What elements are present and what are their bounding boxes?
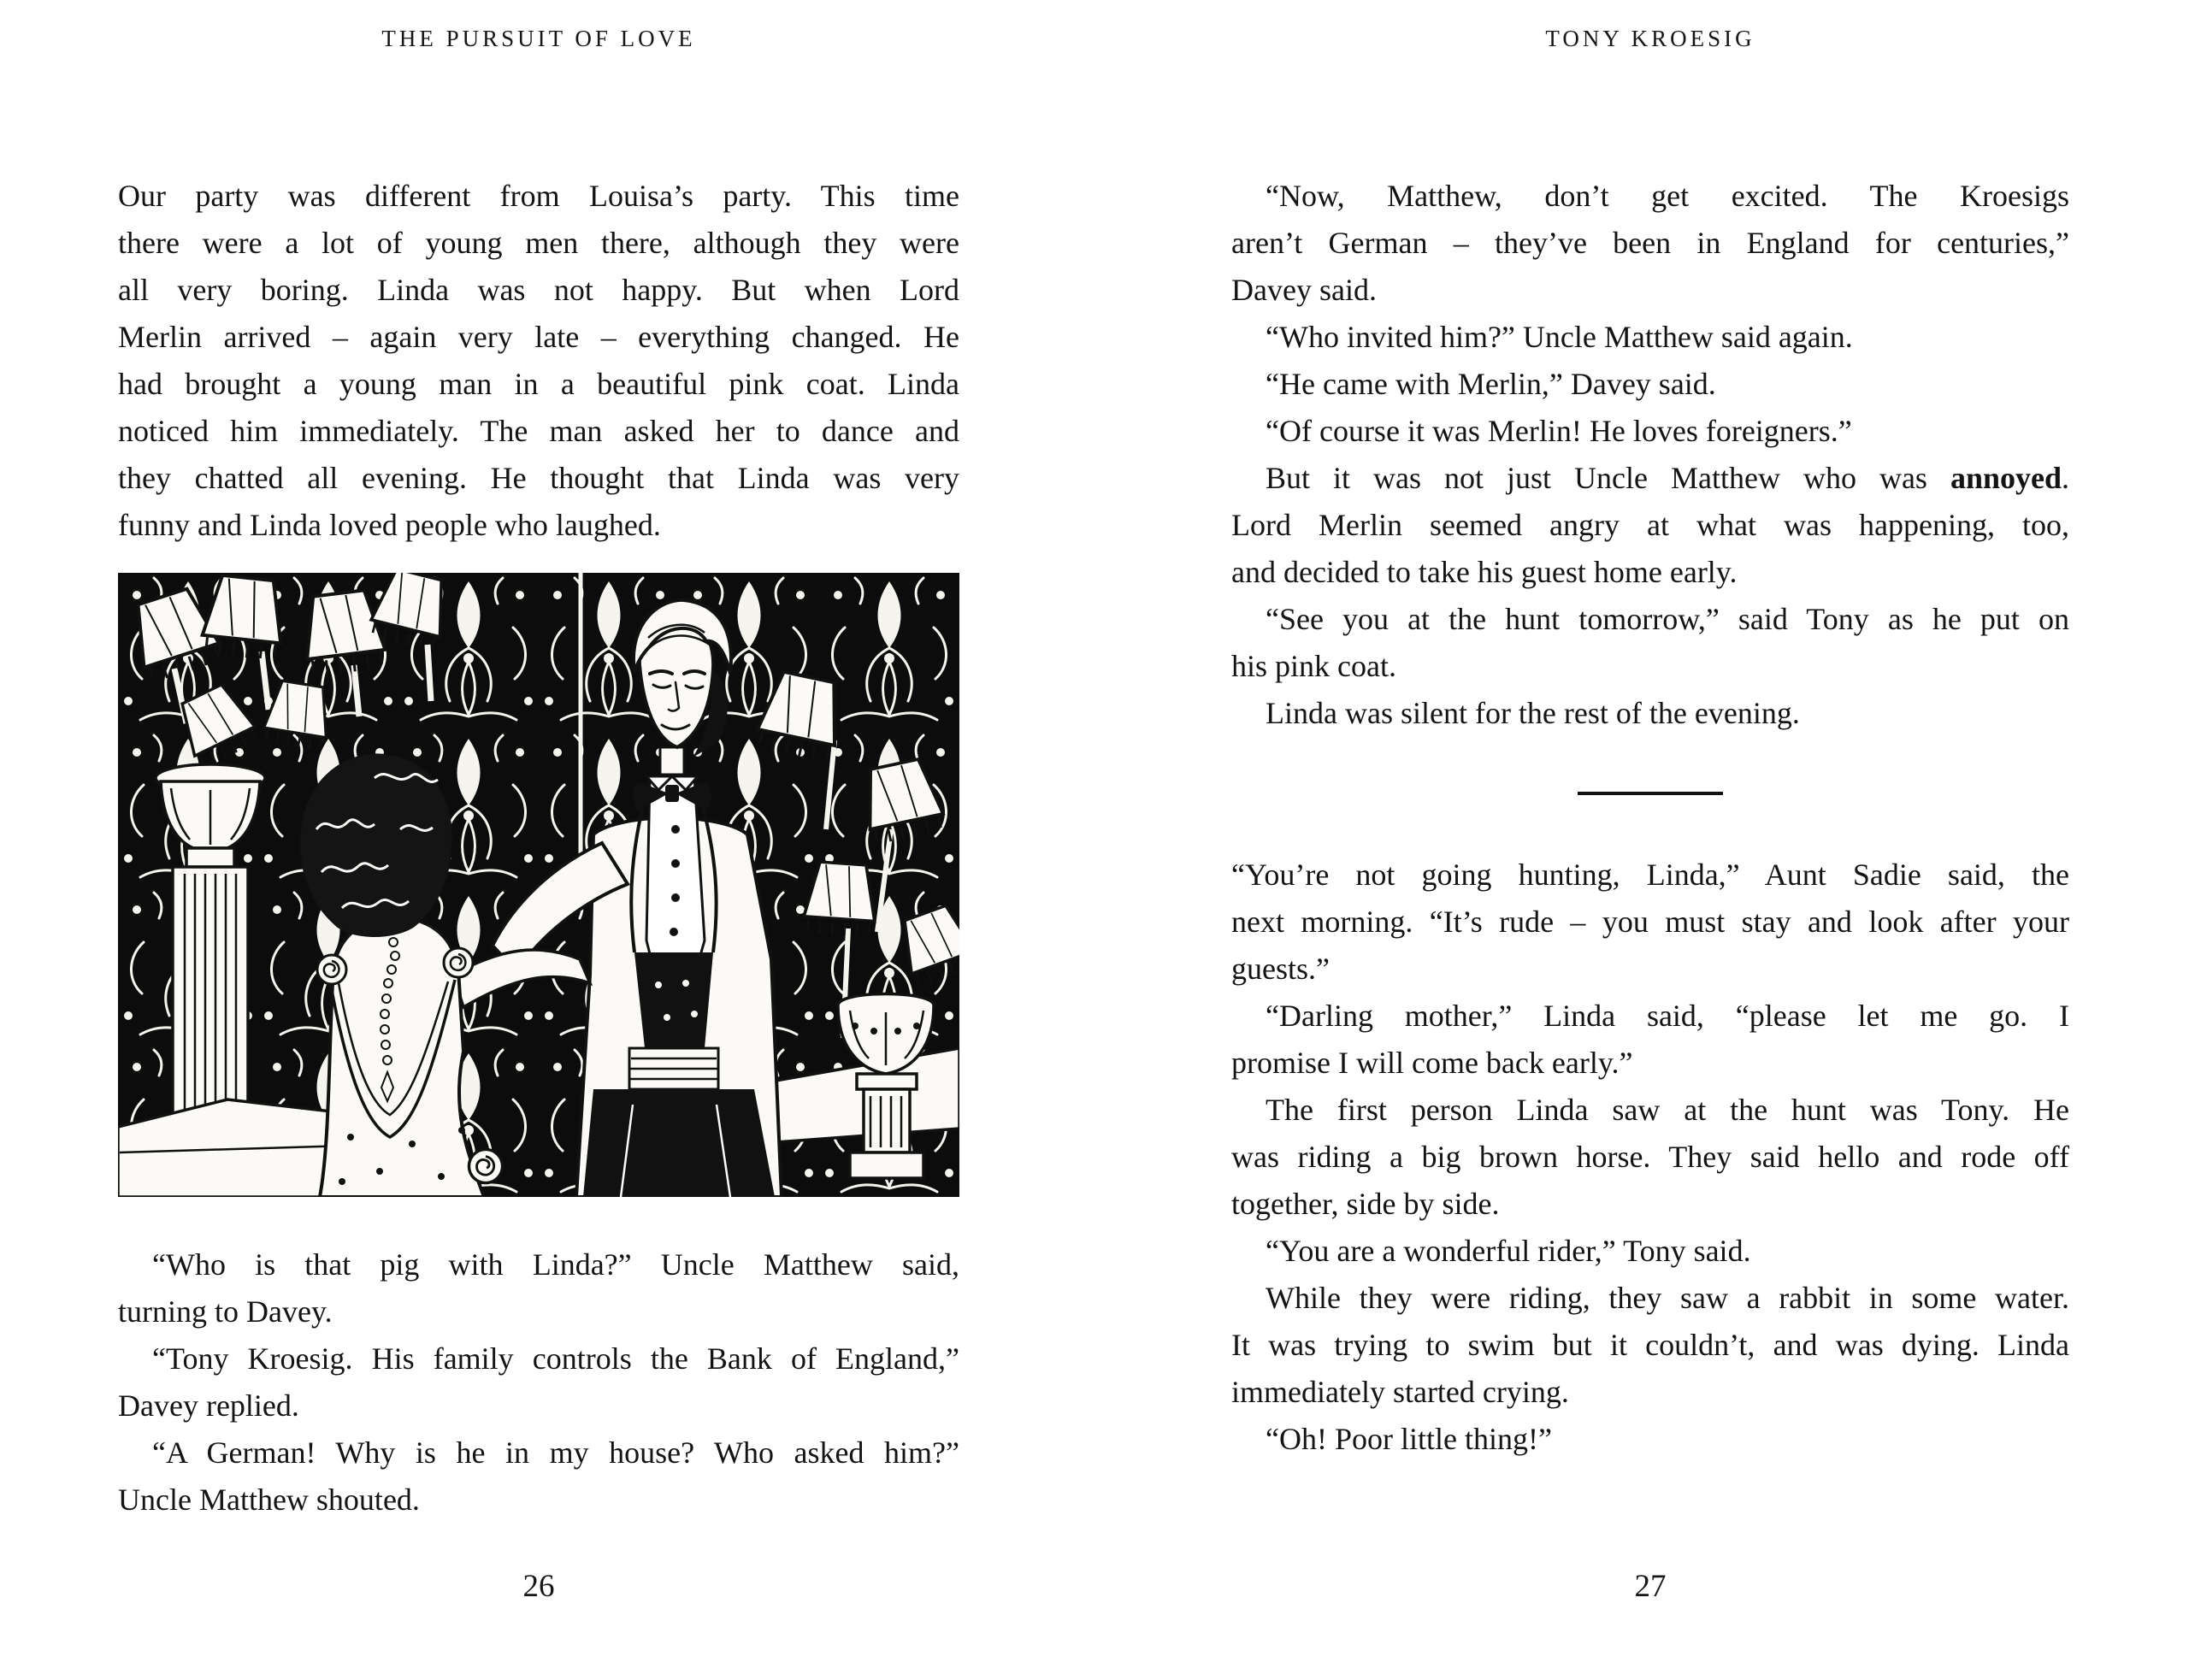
text-line: his pink coat.: [1231, 649, 1396, 683]
column-with-urn: [156, 764, 265, 1158]
text-line: immediately started crying.: [1231, 1375, 1569, 1409]
paragraph: [1231, 993, 2069, 1087]
text-line: Davey said.: [1231, 273, 1377, 307]
paragraph: [1231, 690, 2069, 737]
text-line: “You’re not going hunting, Linda,” Aunt Sadie said, the: [1231, 858, 2069, 892]
paragraph: [118, 1335, 959, 1429]
text-line: The first person Linda saw at the hunt was Tony. He: [1266, 1093, 2069, 1127]
text-line: Uncle Matthew shouted.: [118, 1483, 420, 1517]
paragraph: [1231, 1228, 2069, 1275]
text-line: funny and Linda loved people who laughed.: [118, 508, 661, 542]
text-line: there were a lot of young men there, although they were: [118, 226, 959, 260]
text-line: noticed him immediately. The man asked her to dance and: [118, 414, 959, 448]
text-line: all very boring. Linda was not happy. But when Lord: [118, 273, 959, 307]
paragraph: [1231, 1087, 2069, 1228]
page-number-right: 27: [1634, 1569, 1667, 1604]
page-number-left: 26: [522, 1569, 555, 1604]
text-line: “Tony Kroesig. His family controls the Bank of England,”: [152, 1341, 959, 1376]
text-line: next morning. “It’s rude – you must stay and look after your: [1231, 905, 2069, 939]
paragraph: [118, 1241, 959, 1335]
paragraph: [1231, 1275, 2069, 1416]
left-page: [0, 0, 1094, 1680]
paragraph: [1231, 596, 2069, 690]
paragraph: [1231, 1416, 2069, 1463]
paragraph: [1231, 173, 2069, 314]
text-line: guests.”: [1231, 952, 1330, 986]
text-line: “Darling mother,” Linda said, “please let me go. I: [1266, 999, 2069, 1033]
text-line: they chatted all evening. He thought that Linda was very: [118, 461, 959, 495]
text-line: “Oh! Poor little thing!”: [1266, 1422, 1552, 1456]
right-top-text: [1231, 173, 2069, 737]
running-head-left: THE PURSUIT OF LOVE: [381, 26, 696, 51]
text-line: But it was not just Uncle Matthew who was annoyed.: [1266, 461, 2069, 495]
text-line: “A German! Why is he in my house? Who asked him?”: [152, 1435, 959, 1470]
paragraph: [118, 173, 959, 549]
paragraph: [1231, 408, 2069, 455]
text-line: Lord Merlin seemed angry at what was happening, too,: [1231, 508, 2069, 542]
text-line: Merlin arrived – again very late – everything changed. He: [118, 320, 959, 354]
text-line: While they were riding, they saw a rabbit in some water.: [1266, 1281, 2069, 1315]
section-divider: [1578, 792, 1723, 795]
text-line: turning to Davey.: [118, 1294, 333, 1329]
text-line: Davey replied.: [118, 1388, 299, 1423]
paragraph: [1231, 455, 2069, 596]
paragraph: [1231, 361, 2069, 408]
text-line: “Of course it was Merlin! He loves foreigners.”: [1266, 414, 1852, 448]
right-bottom-text: [1231, 852, 2069, 1463]
text-line: Linda was silent for the rest of the evening.: [1266, 696, 1800, 730]
paragraph: [1231, 852, 2069, 993]
running-head-right: TONY KROESIG: [1545, 26, 1755, 51]
right-page: [1094, 0, 2189, 1680]
text-line: “Now, Matthew, don’t get excited. The Kroesigs: [1266, 179, 2069, 213]
left-text-column: [118, 0, 959, 1680]
text-line: promise I will come back early.”: [1231, 1046, 1633, 1080]
text-line: “See you at the hunt tomorrow,” said Tony as he put on: [1266, 602, 2069, 636]
text-line: “Who invited him?” Uncle Matthew said again.: [1266, 320, 1853, 354]
left-top-text: [118, 173, 959, 549]
right-text-column: [1231, 0, 2069, 1680]
text-line: was riding a big brown horse. They said hello and rode off: [1231, 1140, 2069, 1174]
left-bottom-text: [118, 1241, 959, 1524]
text-line: It was trying to swim but it couldn’t, and was dying. Linda: [1231, 1328, 2069, 1362]
text-line: and decided to take his guest home early.: [1231, 555, 1738, 589]
paragraph: [118, 1429, 959, 1524]
text-line: “You are a wonderful rider,” Tony said.: [1266, 1234, 1751, 1268]
text-line: “Who is that pig with Linda?” Uncle Matthew said,: [152, 1247, 959, 1282]
ballroom-illustration: [118, 573, 959, 1197]
text-line: together, side by side.: [1231, 1187, 1500, 1221]
paragraph: [1231, 314, 2069, 361]
text-line: Our party was different from Louisa’s party. This time: [118, 179, 959, 213]
text-line: had brought a young man in a beautiful pink coat. Linda: [118, 367, 959, 401]
text-line: “He came with Merlin,” Davey said.: [1266, 367, 1716, 401]
text-line: aren’t German – they’ve been in England for centuries,”: [1231, 226, 2069, 260]
